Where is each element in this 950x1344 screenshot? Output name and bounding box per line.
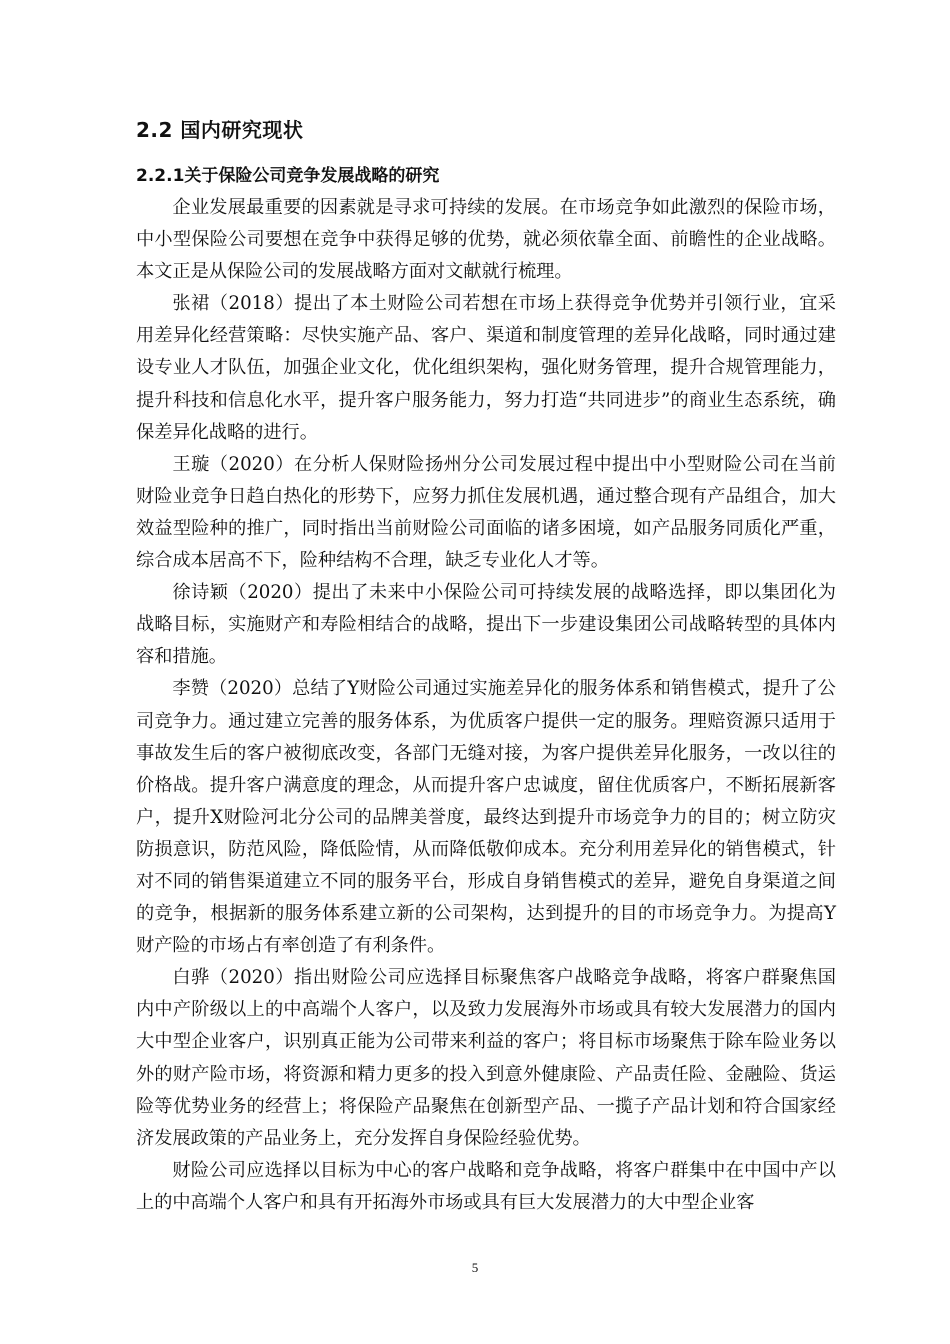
paragraph-zhang: 张裙（2018）提出了本土财险公司若想在市场上获得竞争优势并引领行业，宜采用差异化经营策略：尽快实施产品、客户、渠道和制度管理的差异化战略，同时通过建设专业人才队伍，加强企业文化，优化组织架构，强化财务管理，提升合规管理能力，提升科技和信息化水平，提升客户服务能力，努力打造“共同进步”的商业生态系统，确保差异化战略的进行。 xyxy=(136,293,836,443)
paragraph-bai: 白骅（2020）指出财险公司应选择目标聚焦客户战略竞争战略，将客户群聚焦国内中产阶级以上的中高端个人客户，以及致力发展海外市场或具有较大发展潜力的国内大中型企业客户，识别真正能为公司带来利益的客户；将目标市场聚焦于除车险业务以外的财产险市场，将资源和精力更多的投入到意外健康险、产品责任险、金融险、货运险等优势业务的经营上；将保险产品聚焦在创新型产品、一揽子产品计划和符合国家经济发展政策的产品业务上，充分发挥自身保险经验优势。 xyxy=(136,967,836,1149)
paragraph-wang: 王璇（2020）在分析人保财险扬州分公司发展过程中提出中小型财险公司在当前财险业竞争日趋白热化的形势下，应努力抓住发展机遇，通过整合现有产品组合，加大效益型险种的推广，同时指出当前财险公司面临的诸多困境，如产品服务同质化严重，综合成本居高不下，险种结构不合理，缺乏专业化人才等。 xyxy=(136,453,836,572)
page-number: 5 xyxy=(471,1260,479,1275)
subsection-heading: 2.2.1关于保险公司竞争发展战略的研究 xyxy=(136,166,440,186)
paragraph-summary: 财险公司应选择以目标为中心的客户战略和竞争战略，将客户群集中在中国中产以上的中高端个人客户和具有开拓海外市场或具有巨大发展潜力的大中型企业客 xyxy=(136,1159,836,1213)
paragraph-intro: 企业发展最重要的因素就是寻求可持续的发展。在市场竞争如此激烈的保险市场，中小型保险公司要想在竞争中获得足够的优势，就必须依靠全面、前瞻性的企业战略。本文正是从保险公司的发展战略方面对文献就行梳理。 xyxy=(136,197,836,283)
section-heading: 2.2 国内研究现状 xyxy=(136,118,304,142)
body-text xyxy=(136,192,836,1219)
paragraph-xu: 徐诗颖（2020）提出了未来中小保险公司可持续发展的战略选择，即以集团化为战略目标，实施财产和寿险相结合的战略，提出下一步建设集团公司战略转型的具体内容和措施。 xyxy=(136,582,836,668)
paragraph-li: 李赞（2020）总结了Y财险公司通过实施差异化的服务体系和销售模式，提升了公司竞争力。通过建立完善的服务体系，为优质客户提供一定的服务。理赔资源只适用于事故发生后的客户被彻底改变，各部门无缝对接，为客户提供差异化服务，一改以往的价格战。提升客户满意度的理念，从而提升客户忠诚度，留住优质客户，不断拓展新客户，提升X财险河北分公司的品牌美誉度，最终达到提升市场竞争力的目的；树立防灾防损意识，防范风险，降低险情，从而降低敬仰成本。充分利用差异化的销售模式，针对不同的销售渠道建立不同的服务平台，形成自身销售模式的差异，避免自身渠道之间的竞争，根据新的服务体系建立新的公司架构，达到提升的目的市场竞争力。为提高Y财产险的市场占有率创造了有利条件。 xyxy=(136,678,836,957)
